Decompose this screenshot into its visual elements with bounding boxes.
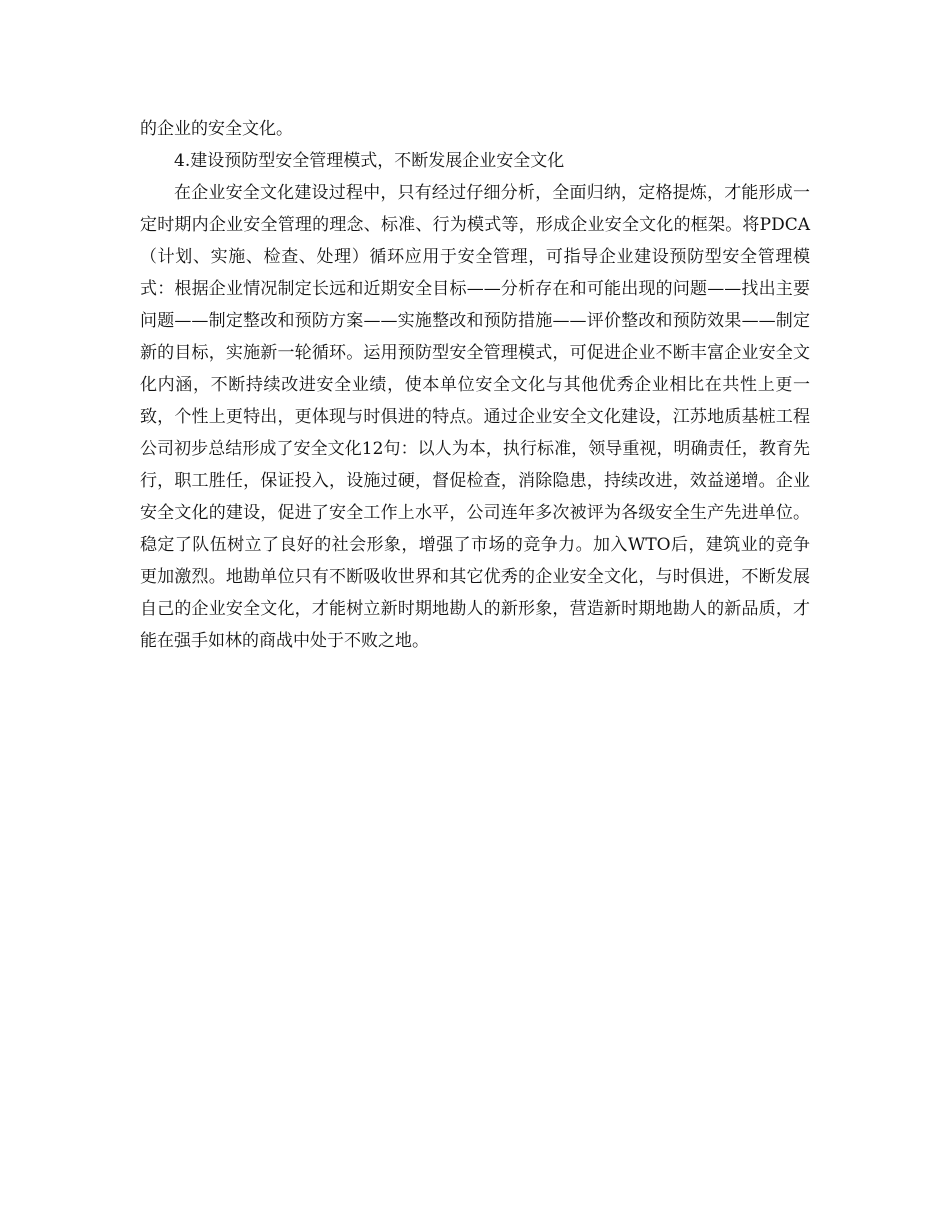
section-heading: 4.建设预防型安全管理模式，不断发展企业安全文化 (174, 151, 565, 171)
paragraph-continuation: 的企业的安全文化。 (140, 119, 293, 139)
document-body (140, 113, 810, 657)
paragraph-body: 在企业安全文化建设过程中，只有经过仔细分析，全面归纳，定格提炼，才能形成一定时期内企业安全管理的理念、标准、行为模式等，形成企业安全文化的框架。将PDCA（计划、实施、检查、处理）循环应用于安全管理，可指导企业建设预防型安全管理模式：根据企业情况制定长远和近期安全目标——分析存在和可能出现的问题——找出主要问题——制定整改和预防方案——实施整改和预防措施——评价整改和预防效果——制定新的目标，实施新一轮循环。运用预防型安全管理模式，可促进企业不断丰富企业安全文化内涵，不断持续改进安全业绩，使本单位安全文化与其他优秀企业相比在共性上更一致，个性上更特出，更体现与时俱进的特点。通过企业安全文化建设，江苏地质基桩工程公司初步总结形成了安全文化12句：以人为本，执行标准，领导重视，明确责任，教育先行，职工胜任，保证投入，设施过硬，督促检查，消除隐患，持续改进，效益递增。企业安全文化的建设，促进了安全工作上水平，公司连年多次被评为各级安全生产先进单位。稳定了队伍树立了良好的社会形象，增强了市场的竞争力。加入WTO后，建筑业的竞争更加激烈。地勘单位只有不断吸收世界和其它优秀的企业安全文化，与时俱进，不断发展自己的企业安全文化，才能树立新时期地勘人的新形象，营造新时期地勘人的新品质，才能在强手如林的商战中处于不败之地。 (140, 183, 810, 651)
